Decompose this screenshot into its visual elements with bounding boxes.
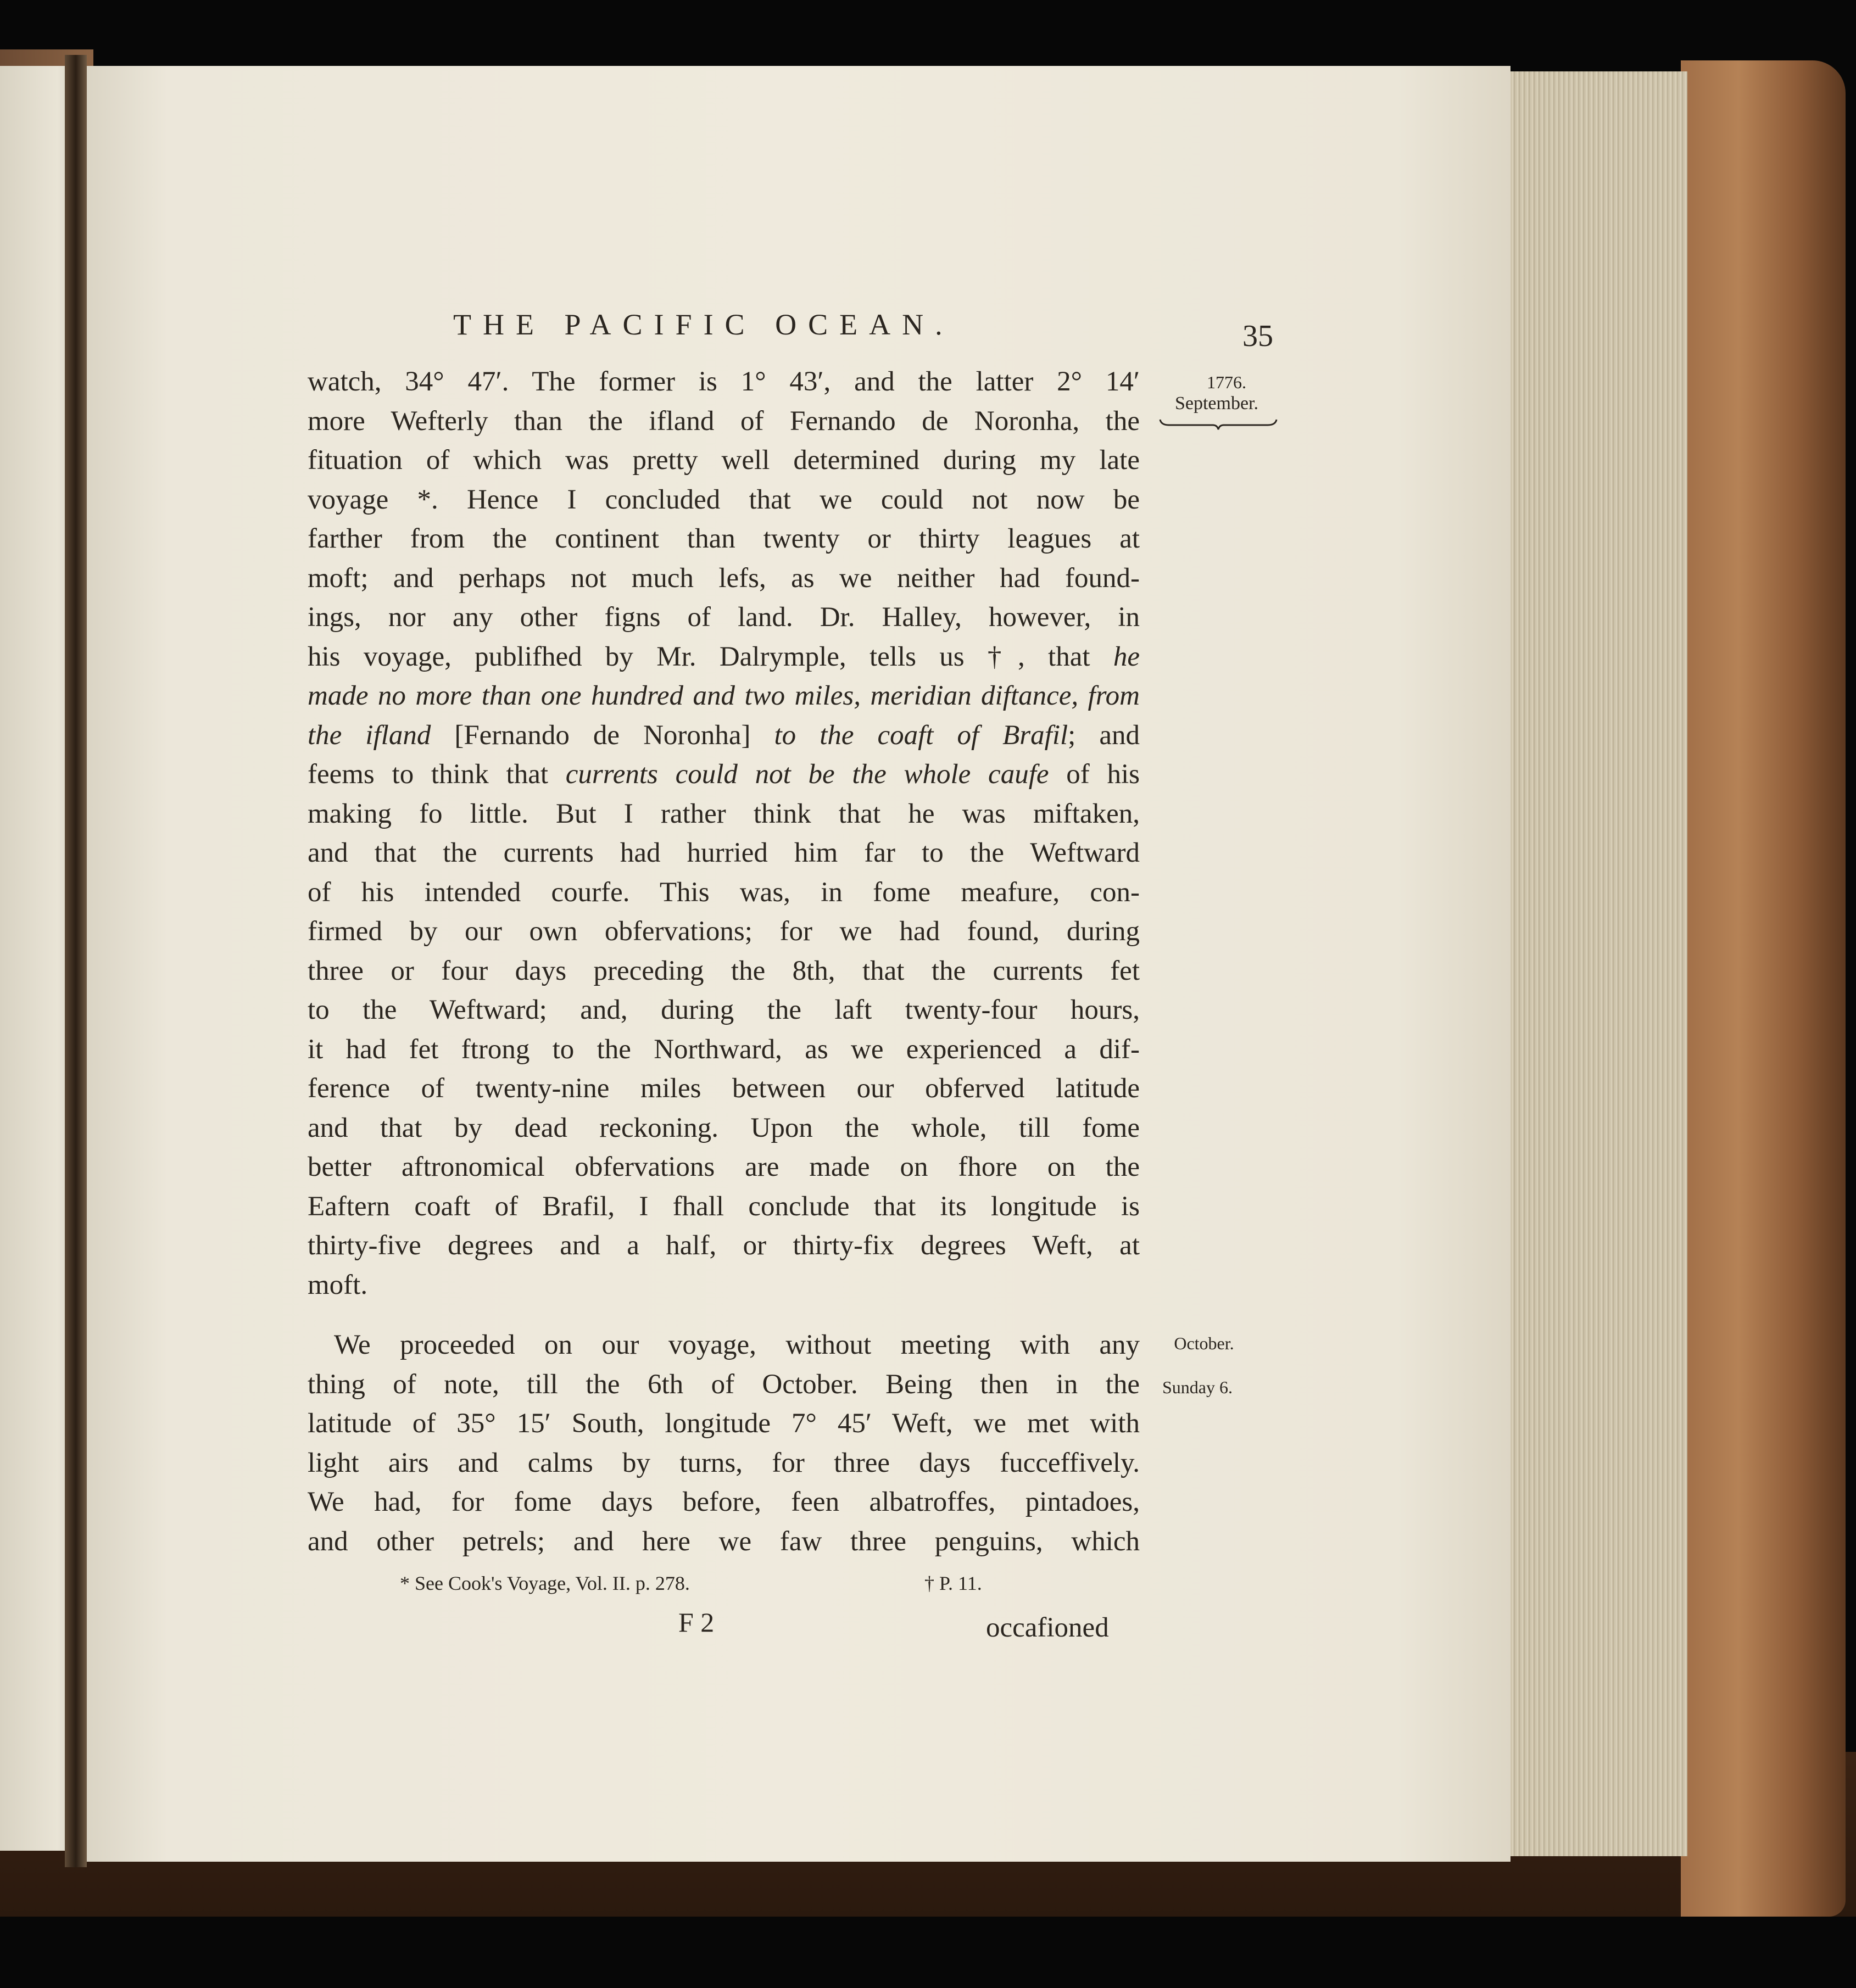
text-line: making fo little. But I rather think that he was miftaken, xyxy=(308,798,1140,829)
text-line: thing of note, till the 6th of October. Being then in the xyxy=(308,1369,1140,1400)
text-line: moft. xyxy=(308,1269,368,1300)
text-line: to the Weftward; and, during the laft twenty-four hours, xyxy=(308,995,1140,1025)
text-line: latitude of 35° 15′ South, longitude 7° 45′ Weft, we met with xyxy=(308,1408,1140,1439)
running-head: THE PACIFIC OCEAN. xyxy=(453,308,954,341)
text-line: ference of twenty-nine miles between our obferved latitude xyxy=(308,1073,1140,1104)
book-gutter xyxy=(65,55,87,1867)
signature-mark: F 2 xyxy=(678,1607,715,1638)
body-text xyxy=(308,362,1140,1561)
paragraph-gap xyxy=(308,1305,1140,1326)
text-line: ings, nor any other figns of land. Dr. Halley, however, in xyxy=(308,602,1140,633)
text-line: watch, 34° 47′. The former is 1° 43′, and the latter 2° 14′ xyxy=(308,366,1140,397)
text-line: the ifland [Fernando de Noronha] to the coaft of Brafil; and xyxy=(308,719,1140,751)
footnote-dagger: † P. 11. xyxy=(924,1572,982,1594)
text-line: feems to think that currents could not be the whole caufe of his xyxy=(308,759,1140,790)
text-line: thirty-five degrees and a half, or thirty-fix degrees Weft, at xyxy=(308,1230,1140,1261)
footnote-star: * See Cook's Voyage, Vol. II. p. 278. xyxy=(400,1572,690,1594)
text-line: moft; and perhaps not much lefs, as we neither had found- xyxy=(308,562,1140,594)
text-line: firmed by our own obfervations; for we had found, during xyxy=(308,916,1140,947)
margin-note-year: 1776. xyxy=(1207,372,1246,392)
text-line: and that by dead reckoning. Upon the whole, till fome xyxy=(308,1112,1140,1143)
margin-note-sunday: Sunday 6. xyxy=(1162,1377,1233,1397)
text-line: his voyage, publifhed by Mr. Dalrymple, tells us †, that he xyxy=(308,641,1140,672)
margin-note-october: October. xyxy=(1174,1333,1234,1353)
margin-brace xyxy=(1158,417,1279,431)
text-line: of his intended courfe. This was, in fome meafure, con- xyxy=(308,876,1140,908)
page-number: 35 xyxy=(1242,319,1273,353)
book-cover-right xyxy=(1681,60,1846,1917)
text-line: We proceeded on our voyage, without meeting with any xyxy=(334,1330,1140,1360)
catchword: occafioned xyxy=(986,1612,1109,1643)
text-line: light airs and calms by turns, for three days fucceffively. xyxy=(308,1447,1140,1478)
text-line: three or four days preceding the 8th, that the currents fet xyxy=(308,955,1140,986)
text-line: more Wefterly than the ifland of Fernando de Noronha, the xyxy=(308,405,1140,437)
text-line: farther from the continent than twenty or thirty leagues at xyxy=(308,523,1140,554)
text-line: fituation of which was pretty well determined during my late xyxy=(308,445,1140,476)
text-line: voyage *. Hence I concluded that we could not now be xyxy=(308,484,1140,515)
text-line: and that the currents had hurried him far to the Weftward xyxy=(308,837,1140,868)
text-line: made no more than one hundred and two miles, meridian diftance, from xyxy=(308,680,1140,711)
margin-note-month: September. xyxy=(1174,393,1259,414)
text-line: We had, for fome days before, feen albatroffes, pintadoes, xyxy=(308,1487,1140,1517)
text-line: it had fet ftrong to the Northward, as we experienced a dif- xyxy=(308,1034,1140,1065)
text-line: better aftronomical obfervations are made on fhore on the xyxy=(308,1152,1140,1182)
page-fore-edge xyxy=(1505,71,1687,1856)
text-line: and other petrels; and here we faw three penguins, which xyxy=(308,1526,1140,1557)
text-line: Eaftern coaft of Brafil, I fhall conclude that its longitude is xyxy=(308,1191,1140,1222)
